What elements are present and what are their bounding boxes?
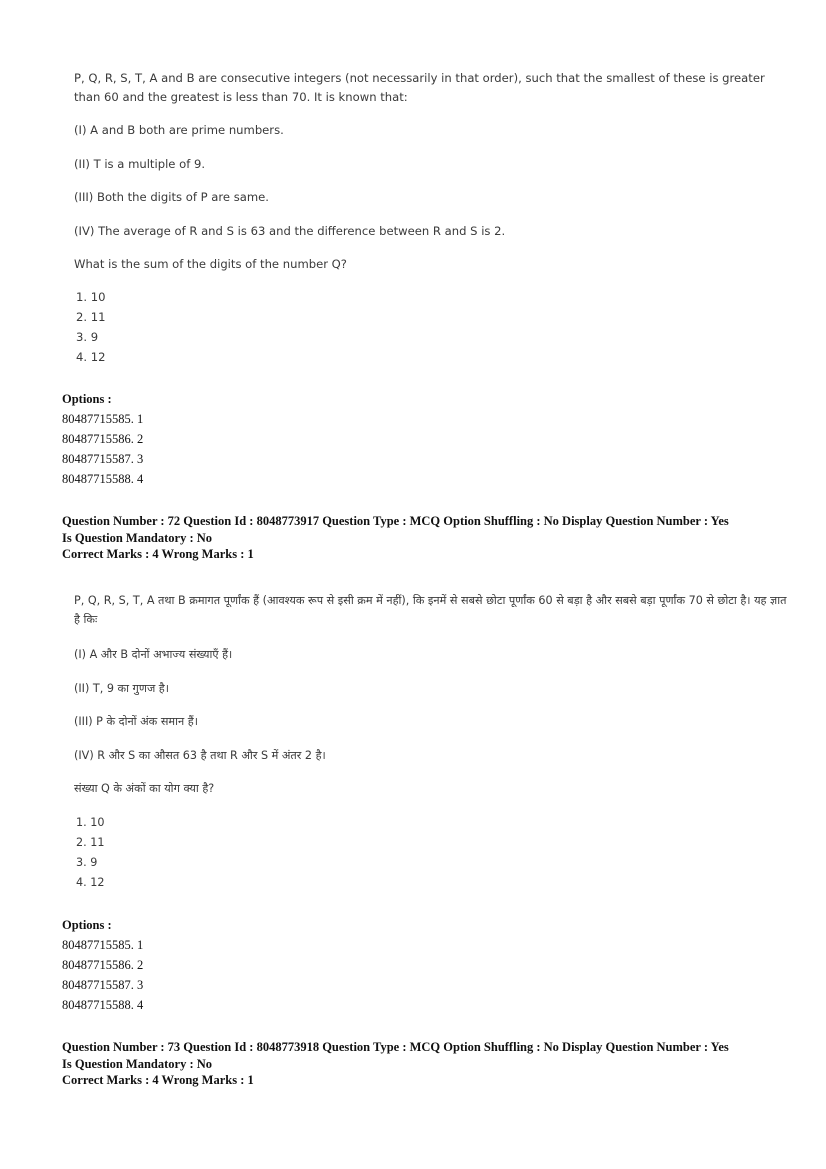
- option-row: 80487715587. 3: [62, 978, 144, 992]
- condition-4: (IV) R और S का औसत 63 है तथा R और S में अंतर 2 है।: [74, 749, 326, 762]
- option-row: 80487715586. 2: [62, 958, 144, 972]
- choice-item: 2. 11: [76, 836, 105, 849]
- choice-item: 3. 9: [76, 330, 99, 344]
- condition-3: (III) Both the digits of P are same.: [74, 190, 269, 204]
- option-row: 80487715585. 1: [62, 938, 144, 952]
- condition-2: (II) T is a multiple of 9.: [74, 157, 206, 171]
- question-72-text: [74, 591, 794, 889]
- meta-line: Is Question Mandatory : No: [62, 1056, 213, 1071]
- choice-item: 3. 9: [76, 856, 98, 869]
- question-prompt: संख्या Q के अंकों का योग क्या है?: [74, 782, 215, 795]
- options-71: [62, 390, 143, 489]
- question-stem: P, Q, R, S, T, A तथा B क्रमागत पूर्णांक हैं (आवश्यक रूप से इसी क्रम में नहीं), कि इनमें से सबसे छोटा पूर्णांक 60 से बड़ा है और सबसे बड़ा पूर्णांक 70 से छोटा है। यह ज्ञात है किः: [74, 594, 787, 626]
- meta-line: Question Number : 73 Question Id : 8048773918 Question Type : MCQ Option Shuffling : No Display Question Number : Yes: [62, 1040, 729, 1054]
- meta-line: Is Question Mandatory : No: [62, 530, 213, 545]
- question-stem: P, Q, R, S, T, A and B are consecutive integers (not necessarily in that order), such that the smallest of these is greater than 60 and the greatest is less than 70. It is known that:: [74, 71, 765, 104]
- condition-3: (III) P के दोनों अंक समान हैं।: [74, 715, 198, 728]
- option-row: 80487715586. 2: [62, 432, 144, 446]
- condition-4: (IV) The average of R and S is 63 and the difference between R and S is 2.: [74, 224, 506, 238]
- option-row: 80487715587. 3: [62, 452, 144, 466]
- question-71-text: [74, 68, 794, 364]
- condition-2: (II) T, 9 का गुणज है।: [74, 682, 169, 695]
- choice-list: [76, 287, 106, 367]
- options-72: [62, 916, 143, 1015]
- question-73-meta: [62, 1039, 792, 1089]
- option-row: 80487715585. 1: [62, 412, 144, 426]
- meta-line: Correct Marks : 4 Wrong Marks : 1: [62, 547, 254, 561]
- choice-item: 2. 11: [76, 310, 106, 324]
- question-72-meta: [62, 513, 792, 563]
- choice-list: [76, 813, 104, 893]
- options-header: Options :: [62, 918, 112, 932]
- choice-item: 1. 10: [76, 816, 105, 829]
- question-prompt: What is the sum of the digits of the number Q?: [74, 257, 347, 271]
- options-header: Options :: [62, 392, 112, 406]
- option-row: 80487715588. 4: [62, 998, 144, 1012]
- meta-line: Question Number : 72 Question Id : 8048773917 Question Type : MCQ Option Shuffling : No Display Question Number : Yes: [62, 514, 729, 528]
- condition-1: (I) A and B both are prime numbers.: [74, 123, 284, 137]
- condition-1: (I) A और B दोनों अभाज्य संख्याएँ हैं।: [74, 648, 233, 661]
- choice-item: 4. 12: [76, 350, 106, 364]
- choice-item: 1. 10: [76, 290, 106, 304]
- choice-item: 4. 12: [76, 876, 105, 889]
- option-row: 80487715588. 4: [62, 472, 144, 486]
- meta-line: Correct Marks : 4 Wrong Marks : 1: [62, 1073, 254, 1087]
